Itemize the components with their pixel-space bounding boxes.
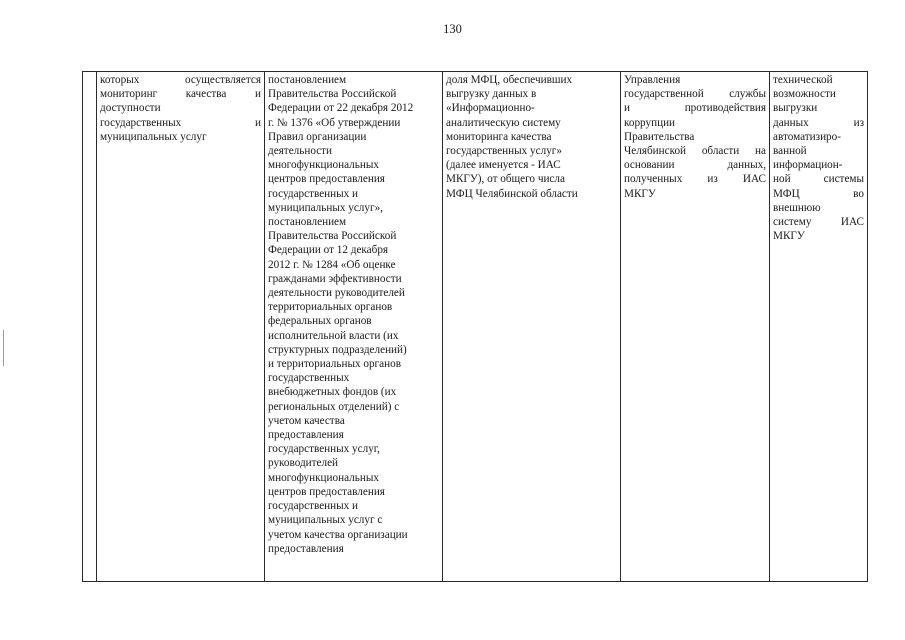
cell-text-line: постановлением [268,216,347,229]
cell-text-line: государственных [268,372,350,385]
cell-text-line: предоставления [268,429,344,442]
cell-text-line: выгрузку данных в [446,88,537,101]
cell-text-line: Правительства Российской [268,230,397,243]
cell-text-line: государственных и [268,187,359,200]
cell-text-line: Федерации от 22 декабря 2012 [268,102,414,115]
cell-text-line: государственной службы [624,88,766,101]
cell-text-line: руководителей [268,457,339,470]
cell-text-line: государственных и [100,116,261,129]
legal-basis-cell [265,72,443,582]
table-row [83,72,868,582]
cell-text-line: государственных услуг, [268,443,380,456]
cell-text-line: г. № 1376 «Об утверждении [268,116,401,129]
cell-text-line: многофункциональных [268,471,379,484]
page-number: 130 [443,22,462,36]
cell-text-line: государственных и [268,500,359,513]
cell-text-line: автоматизиро- [773,130,841,143]
cell-text-line: МФЦ во [773,187,864,200]
document-table [82,71,868,582]
cell-text-line: государственных услуг» [446,145,562,158]
cell-text-line: 2012 г. № 1284 «Об оценке [268,258,396,271]
cell-text-line: учетом качества организации [268,528,408,541]
cell-text-line: и противодействия [624,102,766,115]
cell-text-line: Правительства [624,130,695,143]
cell-text-line: технической [773,74,833,86]
cell-text-line: территориальных органов [268,301,393,314]
scan-margin-mark [3,330,4,366]
cell-text-line: муниципальных услуг», [268,201,383,214]
cell-text-line: данных из [773,116,864,129]
cell-text-line: (далее именуется - ИАС [446,159,561,172]
cell-text-line: внебюджетных фондов (их [268,386,397,399]
cell-text-line: ной системы [773,173,864,186]
cell-text-line: «Информационно- [446,102,535,115]
cell-text-line: многофункциональных [268,159,379,172]
cell-text-line: учетом качества [268,414,345,427]
cell-text-line: Правительства Российской [268,88,397,101]
cell-text-line: Федерации от 12 декабря [268,244,389,257]
cell-text-line: которых осуществляется [100,74,261,86]
criterion-cell [97,72,265,582]
cell-text-line: внешнюю [773,201,821,214]
cell-text-line: возможности [773,88,836,101]
cell-text-line: МКГУ [773,230,805,243]
cell-text-line: Челябинской области на [624,145,766,158]
note-cell [770,72,868,582]
cell-text-line: МКГУ), от общего числа [446,173,565,186]
cell-text-line: МКГУ [624,187,656,200]
cell-text-line: структурных подразделений) [268,343,407,356]
cell-text-line: систему ИАС [773,216,864,229]
cell-text-line: аналитическую систему [446,116,561,129]
cell-text-line: Правил организации [268,130,367,143]
cell-text-line: доступности [100,102,161,115]
cell-text-line: мониторинг качества и [100,88,261,101]
cell-text-line: информацион- [773,159,843,172]
cell-text-line: муниципальных услуг [100,130,207,143]
cell-text-line: исполнительной власти (их [268,329,399,342]
cell-text-line: коррупции [624,116,676,129]
cell-text-line: центров предоставления [268,173,385,186]
cell-text-line: выгрузки [773,102,818,115]
row-number-cell [83,72,97,582]
cell-text-line: гражданами эффективности [268,272,402,285]
cell-text-line: деятельности руководителей [268,287,405,300]
cell-text-line: основании данных, [624,159,766,172]
cell-text-line: региональных отделений) с [268,400,400,413]
indicator-cell [443,72,621,582]
cell-text-line: федеральных органов [268,315,372,328]
cell-text-line: полученных из ИАС [624,173,766,186]
cell-text-line: и территориальных органов [268,358,401,371]
cell-text-line: доля МФЦ, обеспечивших [446,74,573,86]
cell-text-line: мониторинга качества [446,130,552,143]
cell-text-line: предоставления [268,542,344,555]
data-source-cell [621,72,770,582]
cell-text-line: муниципальных услуг с [268,514,383,527]
cell-text-line: ванной [773,145,807,158]
cell-text-line: центров предоставления [268,485,385,498]
cell-text-line: Управления [624,74,681,86]
cell-text-line: постановлением [268,74,347,86]
cell-text-line: деятельности [268,145,333,158]
cell-text-line: МФЦ Челябинской области [446,187,578,200]
